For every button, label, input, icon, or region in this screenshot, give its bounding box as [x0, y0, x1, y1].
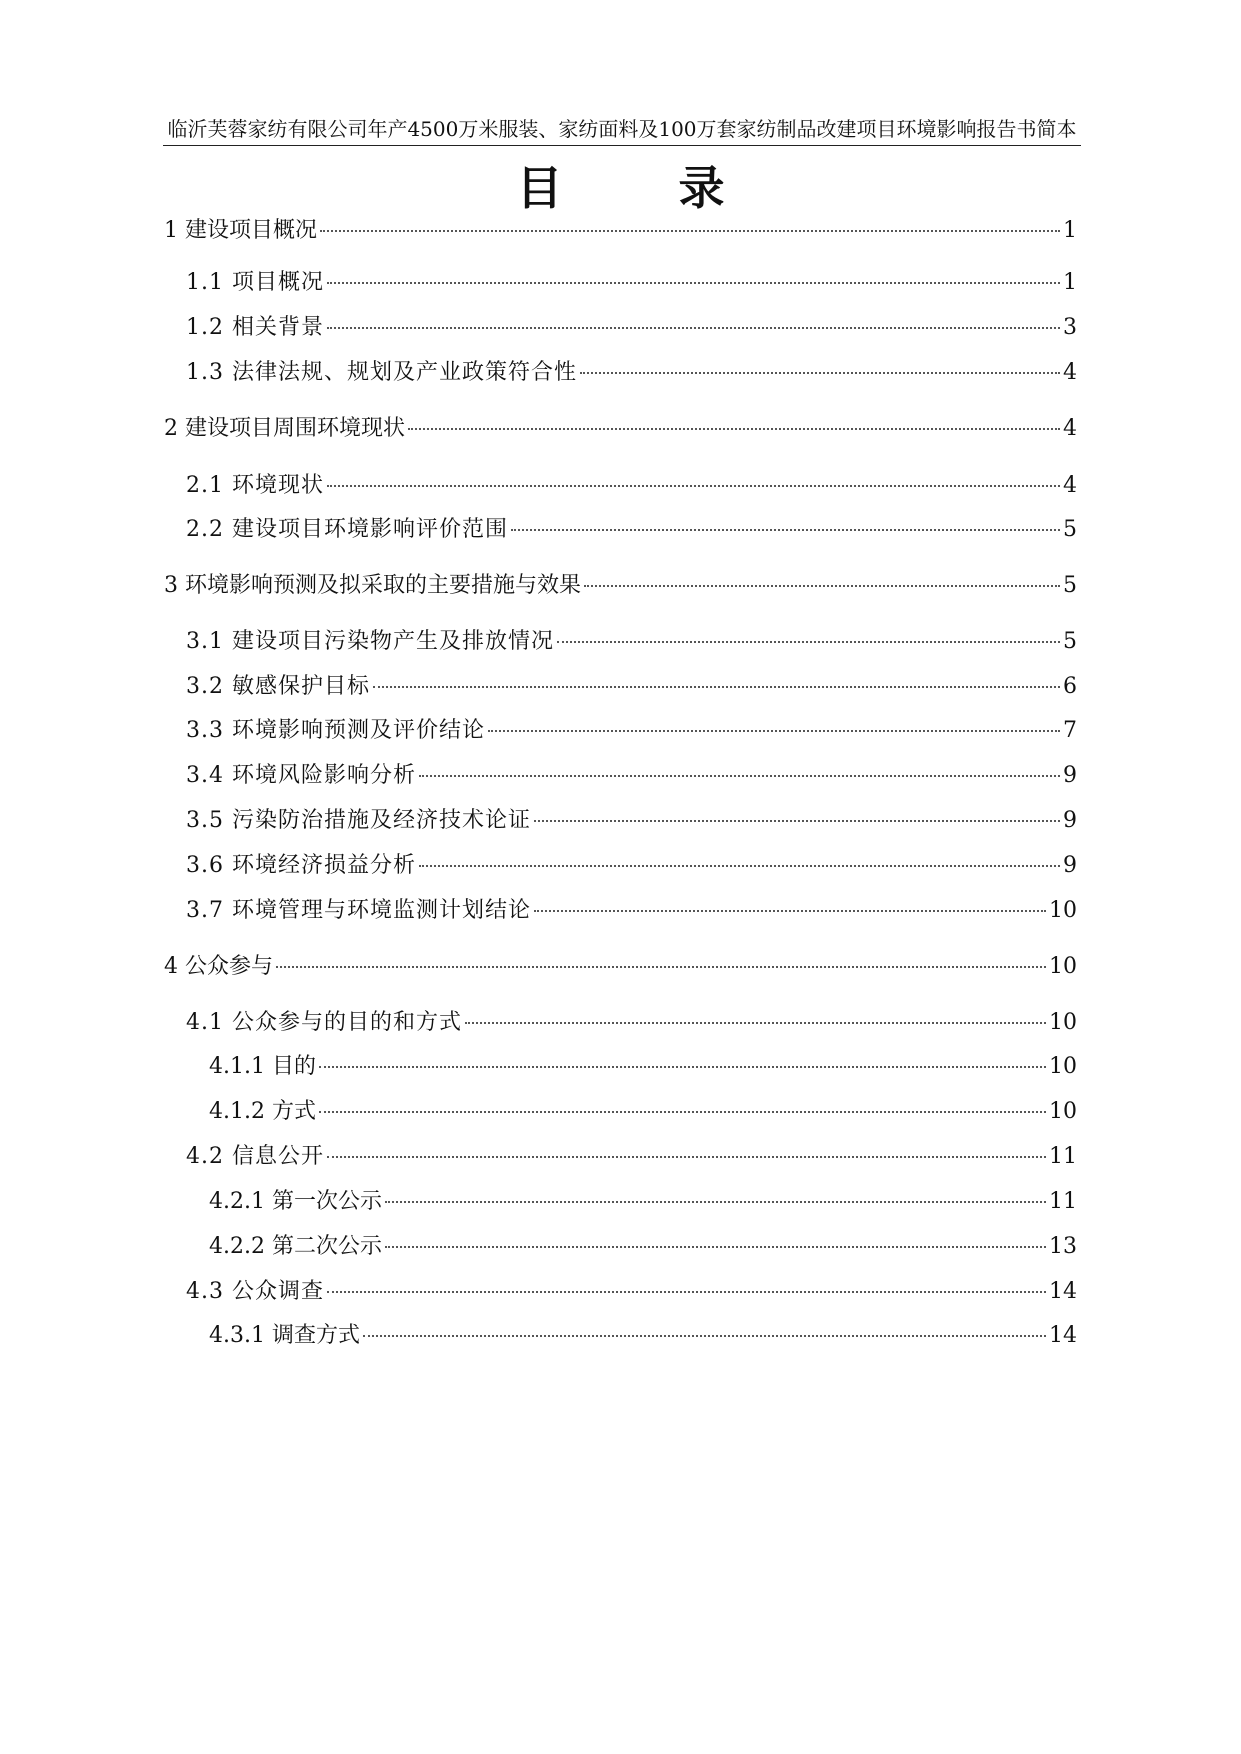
toc-leader-dots: [511, 529, 1060, 531]
toc-entry[interactable]: [186, 1142, 1077, 1172]
toc-entry[interactable]: [209, 1232, 1077, 1262]
toc-entry[interactable]: [164, 952, 1077, 982]
toc-leader-dots: [327, 282, 1060, 284]
toc-page-number: 14: [1049, 1323, 1077, 1348]
toc-entry[interactable]: [209, 1321, 1077, 1351]
toc-page-number: 10: [1049, 898, 1077, 923]
toc-page-number: 5: [1063, 517, 1077, 542]
toc-leader-dots: [465, 1022, 1046, 1024]
toc-entry-label: 3.3 环境影响预测及评价结论: [186, 718, 485, 743]
toc-entry-label: 4.1.1 目的: [209, 1054, 316, 1079]
toc-leader-dots: [419, 775, 1060, 777]
toc-page-number: 1: [1063, 270, 1077, 295]
toc-page-number: 9: [1063, 853, 1077, 878]
toc-entry[interactable]: [186, 1277, 1077, 1307]
toc-entry[interactable]: [186, 268, 1077, 298]
toc-page-number: 5: [1063, 573, 1077, 598]
toc-leader-dots: [327, 1291, 1046, 1293]
toc-entry[interactable]: [209, 1187, 1077, 1217]
toc-page-number: 9: [1063, 808, 1077, 833]
toc-entry[interactable]: [186, 806, 1077, 836]
toc-entry-label: 4.3 公众调查: [186, 1279, 324, 1304]
toc-entry-label: 3.6 环境经济损益分析: [186, 853, 416, 878]
toc-page-number: 10: [1049, 1099, 1077, 1124]
toc-leader-dots: [363, 1335, 1046, 1337]
toc-entry-label: 4.2.2 第二次公示: [209, 1234, 382, 1259]
toc-entry[interactable]: [164, 414, 1077, 444]
toc-entry-label: 4.3.1 调查方式: [209, 1323, 360, 1348]
toc-page-number: 5: [1063, 629, 1077, 654]
toc-entry[interactable]: [186, 313, 1077, 343]
toc-leader-dots: [319, 1111, 1046, 1113]
toc-page-number: 11: [1049, 1189, 1077, 1214]
toc-entry[interactable]: [186, 471, 1077, 501]
toc-leader-dots: [276, 966, 1046, 968]
toc-leader-dots: [327, 485, 1060, 487]
toc-leader-dots: [419, 865, 1060, 867]
toc-entry-label: 3.1 建设项目污染物产生及排放情况: [186, 629, 554, 654]
toc-entry-label: 1.1 项目概况: [186, 270, 324, 295]
toc-entry-label: 2 建设项目周围环境现状: [164, 416, 405, 441]
toc-entry-label: 2.2 建设项目环境影响评价范围: [186, 517, 508, 542]
toc-entry[interactable]: [164, 571, 1077, 601]
toc-entry[interactable]: [186, 515, 1077, 545]
toc-leader-dots: [580, 372, 1060, 374]
toc-page-number: 6: [1063, 674, 1077, 699]
toc-entry-label: 3 环境影响预测及拟采取的主要措施与效果: [164, 573, 581, 598]
toc-page-number: 14: [1049, 1279, 1077, 1304]
toc-page-number: 1: [1063, 218, 1077, 243]
toc-leader-dots: [408, 428, 1060, 430]
toc-entry-label: 1 建设项目概况: [164, 218, 317, 243]
toc-page-number: 4: [1063, 473, 1077, 498]
toc-leader-dots: [327, 327, 1060, 329]
toc-entry-label: 1.3 法律法规、规划及产业政策符合性: [186, 360, 577, 385]
toc-entry[interactable]: [186, 716, 1077, 746]
toc-entry-label: 4.2.1 第一次公示: [209, 1189, 382, 1214]
toc-leader-dots: [534, 910, 1046, 912]
toc-page-number: 10: [1049, 1010, 1077, 1035]
toc-leader-dots: [488, 730, 1060, 732]
toc-entry-label: 3.4 环境风险影响分析: [186, 763, 416, 788]
toc-entry[interactable]: [186, 761, 1077, 791]
toc-entry-label: 4.1 公众参与的目的和方式: [186, 1010, 462, 1035]
toc-page-number: 4: [1063, 416, 1077, 441]
toc-page-number: 7: [1063, 718, 1077, 743]
toc-entry-label: 3.2 敏感保护目标: [186, 674, 370, 699]
toc-page-number: 3: [1063, 315, 1077, 340]
toc-page-number: 10: [1049, 1054, 1077, 1079]
toc-entry-label: 4.1.2 方式: [209, 1099, 316, 1124]
toc-entry-label: 4.2 信息公开: [186, 1144, 324, 1169]
toc-leader-dots: [319, 1066, 1046, 1068]
toc-entry-label: 4 公众参与: [164, 954, 273, 979]
toc-entry[interactable]: [186, 896, 1077, 926]
toc-leader-dots: [385, 1246, 1046, 1248]
toc-leader-dots: [320, 230, 1060, 232]
toc-entry[interactable]: [186, 851, 1077, 881]
toc-entry[interactable]: [186, 672, 1077, 702]
running-header: 临沂芙蓉家纺有限公司年产4500万米服装、家纺面料及100万套家纺制品改建项目环境影响报告书简本: [167, 117, 1077, 141]
toc-leader-dots: [385, 1201, 1046, 1203]
toc-entry-label: 1.2 相关背景: [186, 315, 324, 340]
toc-entry-label: 3.5 污染防治措施及经济技术论证: [186, 808, 531, 833]
toc-entry[interactable]: [186, 1008, 1077, 1038]
toc-leader-dots: [373, 686, 1060, 688]
page-title: 目 录: [516, 161, 775, 215]
toc-entry[interactable]: [186, 627, 1077, 657]
toc-entry-label: 2.1 环境现状: [186, 473, 324, 498]
toc-page-number: 11: [1049, 1144, 1077, 1169]
toc-entry[interactable]: [209, 1052, 1077, 1082]
toc-page-number: 9: [1063, 763, 1077, 788]
toc-page-number: 10: [1049, 954, 1077, 979]
toc-leader-dots: [327, 1156, 1046, 1158]
toc-leader-dots: [557, 641, 1060, 643]
toc-leader-dots: [584, 585, 1060, 587]
toc-entry[interactable]: [186, 358, 1077, 388]
toc-entry[interactable]: [209, 1097, 1077, 1127]
toc-page-number: 4: [1063, 360, 1077, 385]
toc-entry[interactable]: [164, 216, 1077, 246]
toc-page-number: 13: [1049, 1234, 1077, 1259]
toc-leader-dots: [534, 820, 1060, 822]
toc-entry-label: 3.7 环境管理与环境监测计划结论: [186, 898, 531, 923]
